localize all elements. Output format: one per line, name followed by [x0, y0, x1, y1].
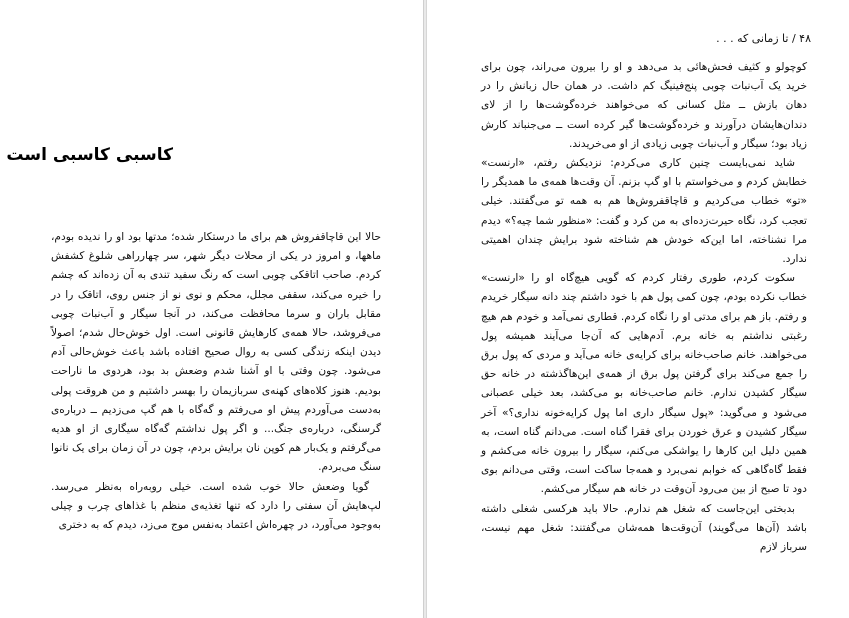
- left-page-body: [51, 228, 381, 535]
- right-paragraph-2: شاید نمی‌بایست چنین کاری می‌کردم: نزدیکش رفتم، «ارنست» خطابش کردم و می‌خواستم با او گپ بزنم. آن وقت‌ها همه‌ی ما همدیگر را «تو» خطاب می‌کردیم و قاچاقفروش‌ها هم به همه تو می‌گفتند. خیلی تعجب کرد، نگاه حیرت‌زده‌ای به من کرد و گفت: «منظور شما چیه؟» دیدم مرا نشناخته، اما این‌که خودش هم شناخته شود برایش چندان اهمیتی ندارد.: [481, 157, 807, 266]
- running-head: ۴۸ / تا زمانی که . . .: [716, 32, 811, 45]
- right-paragraph-1: کوچولو و کثیف فحش‌هائی بد می‌دهد و او را بیرون می‌راند، چون برای خرید یک آب‌نبات چوبی پنج‌فینیگ کم داشت. در همان حال زبانش را در دهان بازش ــ مثل کسانی که می‌خواهند خرده‌گوشت‌ها را از لای دندان‌هایشان درآورند و خرده‌گوشت‌ها گیر کرده است ــ می‌جنباند کارش زیاد بود؛ سیگار و آب‌نبات چوبی زیادی از او می‌خریدند.: [481, 61, 807, 150]
- left-page: [0, 0, 424, 618]
- right-paragraph-3: سکوت کردم، طوری رفتار کردم که گویی هیچ‌گاه او را «ارنست» خطاب نکرده بودم، چون کمی پول هم با خود داشتم چند دانه سیگار خریدم و رفتم. باز هم برای مدتی او را نگاه کردم. قطاری نمی‌آمد و خودم هم هیچ رغبتی نداشتم به خانه برم. آدم‌هایی که آن‌جا می‌آیند همیشه پول می‌خواهند. خانم صاحب‌خانه برای کرایه‌ی خانه می‌آید و مردی که پول برق را جمع می‌کند برای گرفتن پول برق از همه‌ی این‌هاگذشته در خانه حق سیگار کشیدن ندارم. خانم صاحب‌خانه بو می‌کشد، بعد خیلی عصبانی می‌شود و می‌گوید: «پول سیگار داری اما پول کرایه‌خونه نداری؟» آخر سیگار کشیدن و عرق خوردن برای فقرا گناه است. می‌دانم گناه است، به همین دلیل این کارها را یواشکی می‌کنم، سیگار را بیرون خانه می‌کشم و فقط گاه‌گاهی که خوابم نمی‌برد و همه‌جا ساکت است، وقتی می‌دانم بوی دود تا صبح از بین می‌رود آن‌وقت در خانه هم سیگار می‌کشم.: [481, 272, 807, 496]
- right-page: [426, 0, 849, 618]
- chapter-title: کاسبی کاسبی است: [6, 145, 173, 165]
- right-paragraph-4: بدبختی این‌جاست که شغل هم ندارم. حالا باید هرکسی شغلی داشته باشد (آن‌ها می‌گویند) آن‌وقت‌ها همه‌شان می‌گفتند: شغل مهم نیست، سرباز لازم: [481, 502, 807, 554]
- left-paragraph-1: حالا این قاچاقفروش هم برای ما درستکار شده؛ مدتها بود او را ندیده بودم، ماهها، و امروز در یکی از محلات دیگر شهر، سر چهارراهی شلوغ کشفش کردم. صاحب اتاقکی چوبی است که رنگ سفید تندی به آن زده‌اند که چشم را خیره می‌کند، سقفی مجلل، محکم و نوی نو از جنس روی، اتاقک را در مقابل باران و سرما محافظت می‌کند، در آنجا سیگار و آب‌نبات چوبی می‌فروشد، حالا همه‌ی کارهایش قانونی است. اول خوش‌حال شدم؛ اصولاً دیدن اینکه زندگی کسی به روال صحیح افتاده باشد باعث خوش‌حالی آدم می‌شود. چون وقتی با او آشنا شدم وضعش بد بود، هردوی ما ناراحت بودیم. هنوز کلاه‌های کهنه‌ی سربازیمان را بهسر داشتیم و من هروقت پولی به‌دست می‌آوردم پیش او می‌رفتم و گه‌گاه با هم گپ می‌زدیم ــ درباره‌ی گرسنگی، درباره‌ی جنگ... و اگر پول نداشتم گه‌گاه سیگاری از او هدیه می‌گرفتم و یک‌بار هم کوپن نان برایش بردم، چون در آن زمان برای یک نانوا سنگ می‌بردم.: [51, 231, 381, 474]
- right-page-body: [481, 58, 807, 557]
- left-paragraph-2: گویا وضعش حالا خوب شده است. خیلی روبه‌راه به‌نظر می‌رسد. لپ‌هایش آن سفتی را دارد که تنها تغذیه‌ی منظم با غذاهای چرب و چیلی به‌وجود می‌آورد، در چهره‌اش اعتماد به‌نفس موج می‌زد، دیدم که به دختری: [51, 480, 381, 532]
